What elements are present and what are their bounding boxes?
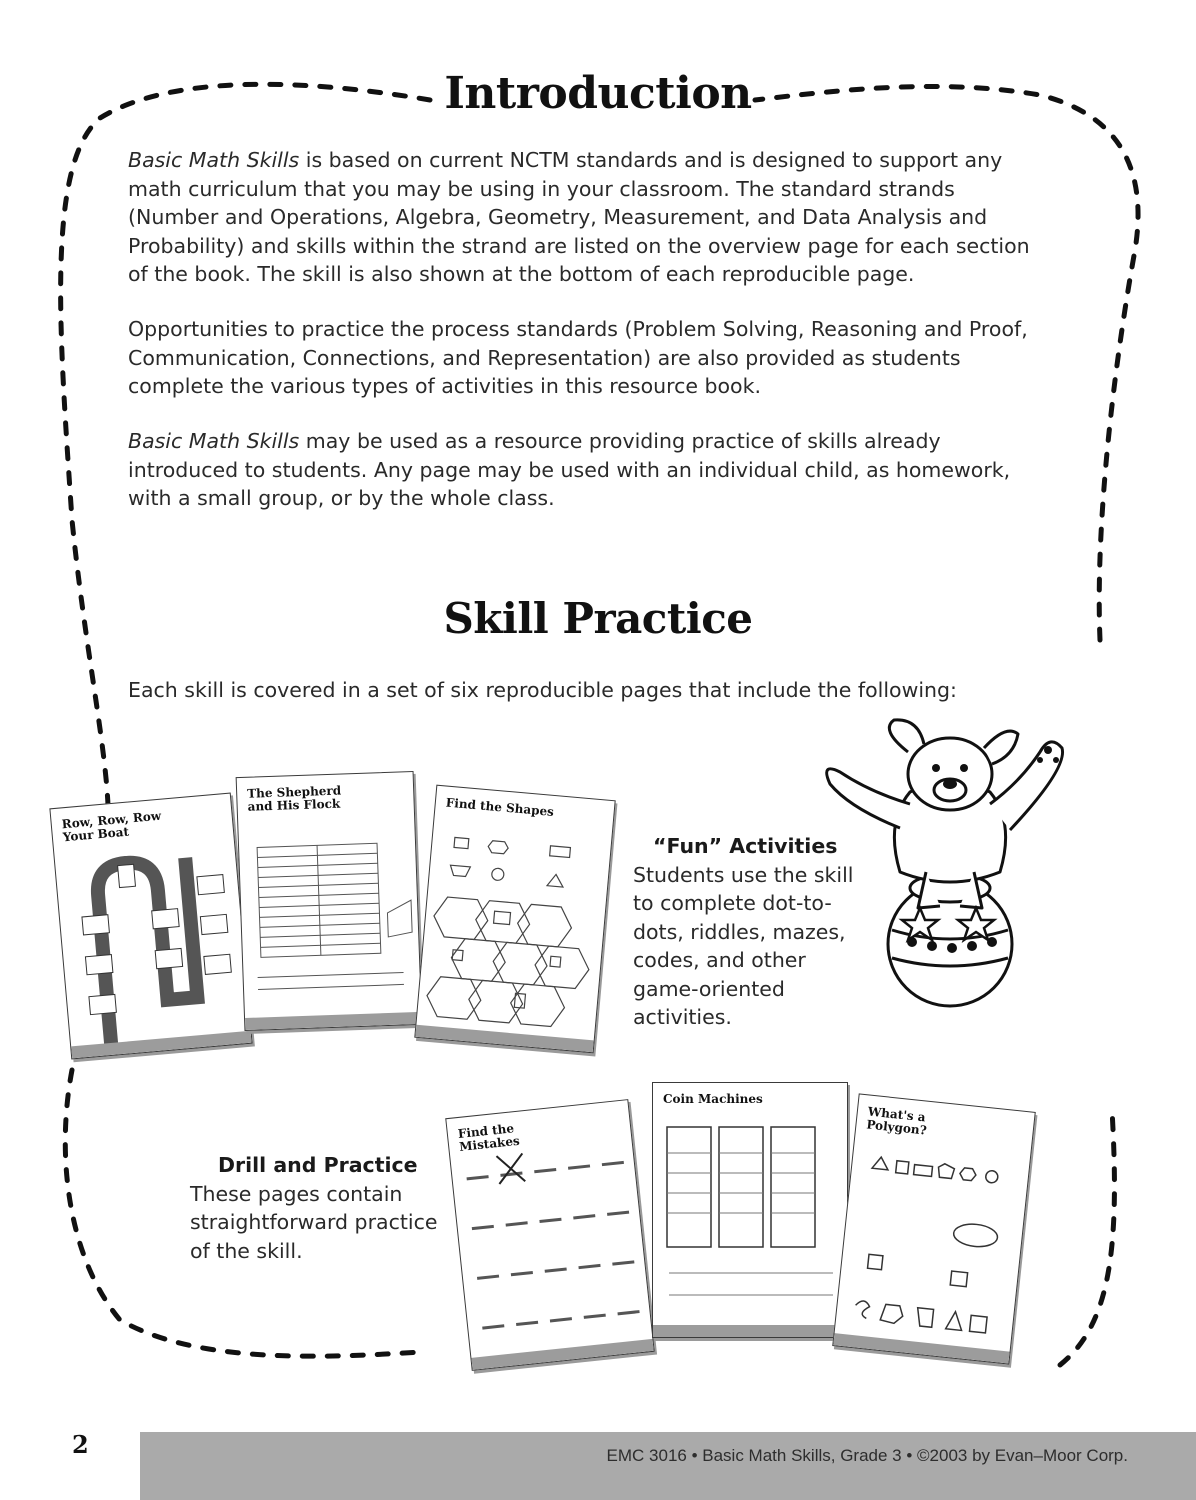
intro-paragraph-1 — [128, 146, 1048, 289]
intro-paragraph-1-text: is based on current NCTM standards and is designed to support any math curriculum that you may be using in your classroom. The standard strands (Number and Operations, Algebra, Geometry, Measurement, and Data Analysis and Probability) and skills within the strand are listed on the overview page for each section of the book. The skill is also shown at the bottom of each reproducible page. — [128, 148, 1030, 286]
page-number: 2 — [72, 1430, 89, 1459]
intro-paragraph-3-text: may be used as a resource providing practice of skills already introduced to students. Any page may be used with an individual child, as homework, with a small group, or by the whole class. — [128, 429, 1011, 510]
footer-credit: EMC 3016 • Basic Math Skills, Grade 3 • ©2003 by Evan–Moor Corp. — [606, 1446, 1128, 1465]
worksheet-title: The Shepherd and His Flock — [246, 783, 342, 814]
worksheet-footer-bar — [653, 1325, 847, 1337]
skill-practice-heading: Skill Practice — [443, 594, 753, 643]
worksheet-thumbnail-find-the-mistakes — [445, 1099, 655, 1371]
worksheet-title: What's a Polygon? — [865, 1104, 928, 1138]
footer-band — [140, 1432, 1196, 1500]
fun-activities-title: “Fun” Activities — [653, 834, 838, 858]
drill-and-practice-callout — [190, 1151, 450, 1265]
worksheet-title: Row, Row, Row Your Boat — [61, 808, 162, 845]
polygon-shapes-drawing — [833, 1094, 1034, 1363]
skill-practice-lead: Each skill is covered in a set of six reproducible pages that include the following: — [128, 678, 957, 702]
worksheet-title: Find the Mistakes — [457, 1121, 521, 1154]
worksheet-thumbnail-find-the-shapes — [414, 785, 615, 1054]
problem-columns-drawing — [446, 1100, 653, 1370]
coin-machine-drawing — [653, 1083, 847, 1337]
worksheet-thumbnail-coin-machines — [652, 1082, 848, 1338]
shape-grid-drawing — [415, 786, 614, 1053]
bear-on-ball-illustration — [800, 712, 1100, 1012]
intro-paragraph-2: Opportunities to practice the process standards (Problem Solving, Reasoning and Proof, Communication, Connections, and Representation) are also provided as students complete the various types of activities in this resource book. — [128, 317, 1028, 398]
worksheet-thumbnail-shepherd — [236, 771, 423, 1031]
table-drawing — [237, 772, 422, 1030]
fun-activities-text: Students use the skill to complete dot-to-dots, riddles, mazes, codes, and other game-oriented activities. — [633, 862, 854, 1029]
introduction-heading: Introduction — [444, 68, 752, 119]
maze-path-drawing — [50, 794, 251, 1059]
worksheet-title: Coin Machines — [663, 1092, 763, 1106]
worksheet-title: Find the Shapes — [445, 795, 555, 819]
worksheet-thumbnail-row-row-row — [49, 793, 252, 1060]
drill-and-practice-text: These pages contain straightforward practice of the skill. — [190, 1181, 438, 1263]
drill-and-practice-title: Drill and Practice — [218, 1153, 418, 1177]
intro-paragraph-3 — [128, 427, 1048, 513]
worksheet-thumbnail-polygon — [832, 1093, 1036, 1364]
book-title-emphasis: Basic Math Skills — [128, 148, 300, 172]
book-title-emphasis: Basic Math Skills — [128, 429, 300, 453]
